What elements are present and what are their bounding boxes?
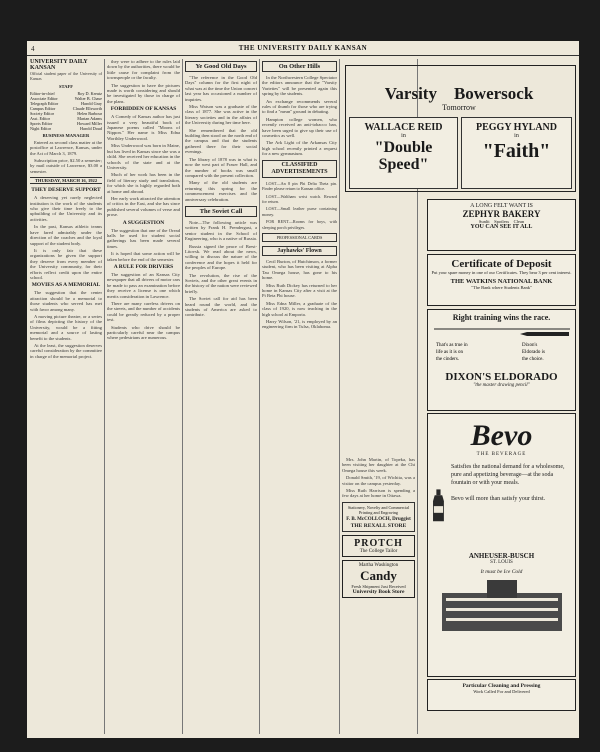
cleaning-title: Particular Cleaning and Pressing bbox=[462, 683, 541, 689]
classified-box bbox=[262, 160, 337, 178]
bevo-sub: THE BEVERAGE bbox=[476, 452, 527, 457]
cleaning-ad: Particular Cleaning and Pressing Work Called For and Delivered bbox=[427, 679, 576, 711]
rexall-store: THE REXALL STORE bbox=[350, 522, 407, 529]
certificate-title: Certificate of Deposit bbox=[451, 258, 552, 270]
staff-role: Telegraph Editor bbox=[30, 100, 59, 106]
staff-role: Associate Editor bbox=[30, 95, 58, 101]
article-heading: Jayhawks' Flown bbox=[262, 246, 337, 256]
factory-illustration bbox=[432, 578, 572, 633]
bevo-bottle-icon bbox=[428, 463, 451, 548]
staff-person: Marian Adams bbox=[77, 115, 102, 121]
column-4: On Other Hills In the Northwestern College Spectator the editors announce that the "Varsity Varieties" will be presented again this spring by the students. An exchange recommends several rules of thumb for those who are trying to find a "mean" ground in debating. Hampton college women, who recently received an anti-tobacco ban, have been urged to give up their use of cosmetics as well. The Ark Light of the Arkansas City high school recently printed a request for a new gymnasium. CLASSIFIED ADVERTISEMENTS LOST—An 8 pin Phi Delta Theta pin. Finder please return to Kansan office. LOST—Waltham wrist watch. Reward for return. LOST—Small leather purse containing money. FOR RENT—Rooms for boys, with sleeping porch privileges. PROFESSIONAL CARDS Jayhawks' Flown Cecil Burton, of Hutchinson, a former student, who has been visiting at Alpha Tau Omega house, has gone to his home. Miss Ruth Dickey has returned to her home in Kansas City after a visit at the Pi Beta Phi house. Miss Edna Miller, a graduate of the class of 1920, is now teaching in the high school at Emporia. Harry Wilson, '21, is employed by an engineering firm in Tulsa, Oklahoma. bbox=[262, 63, 337, 330]
article-heading: A SUGGESTION bbox=[122, 219, 165, 226]
staff-role: Asst. Editor bbox=[30, 115, 51, 121]
peggy-hyland-ad: PEGGY HYLAND in "Faith" bbox=[461, 117, 572, 189]
staff-role: Sports Editor bbox=[30, 120, 53, 126]
svg-text:Dixon's: Dixon's bbox=[521, 343, 537, 348]
anheuser-busch: ANHEUSER-BUSCH bbox=[468, 552, 535, 560]
candy-ad: Martha Washington Candy Fresh Shipment Just Received University Book Store bbox=[342, 560, 415, 598]
pencil-race-illustration bbox=[432, 324, 572, 369]
editorial-heading: MOVIES AS A MEMORIAL bbox=[31, 282, 101, 289]
wallace-reid-ad bbox=[349, 117, 458, 189]
wallace-film: "Double Speed" bbox=[374, 139, 433, 173]
eldorado-sub: "the master drawing pencil" bbox=[473, 383, 530, 388]
right-training: Right training wins the race. bbox=[452, 313, 551, 322]
masthead bbox=[27, 41, 579, 56]
staff-role: Campus Editor bbox=[30, 105, 56, 111]
protch-ad bbox=[342, 535, 415, 557]
bakery-ad: A LONG FELT WANT IS ZEPHYR BAKERY Sunlit Spotless Clean YOU CAN SEE IT ALL bbox=[427, 199, 576, 251]
editorial-heading: THEY DESERVE SUPPORT bbox=[31, 187, 101, 194]
newspaper-page bbox=[27, 41, 579, 738]
column-rule bbox=[339, 59, 340, 734]
staff-person: Howard Miller bbox=[76, 120, 102, 126]
candy-store: University Book Store bbox=[352, 588, 405, 595]
candy-brand: Martha Washington bbox=[358, 562, 399, 568]
newspaper-title: THE UNIVERSITY DAILY KANSAN bbox=[238, 44, 368, 52]
svg-text:Eldorado is: Eldorado is bbox=[521, 350, 545, 355]
eldorado-ad bbox=[427, 309, 576, 411]
svg-text:life as it is on: life as it is on bbox=[435, 350, 463, 355]
staff-row bbox=[30, 126, 102, 131]
protch-name: PROTCH bbox=[354, 537, 403, 549]
st-louis: ST. LOUIS bbox=[490, 560, 513, 565]
peggy-film: "Faith" bbox=[482, 140, 551, 162]
column-rule bbox=[104, 59, 105, 734]
svg-text:the cinders.: the cinders. bbox=[435, 357, 459, 362]
business-heading: BUSINESS MANAGER bbox=[42, 132, 90, 138]
bakery-line-3: YOU CAN SEE IT ALL bbox=[470, 224, 533, 230]
watkins-bank: THE WATKINS NATIONAL BANK bbox=[450, 278, 553, 285]
watkins-sub: "The Bank where Students Bank" bbox=[471, 285, 532, 290]
stationery-ad: Stationery, Novelty and Commercial Printing and Engraving F. B. McCOLLOCH, Druggist THE REXALL STORE bbox=[342, 502, 415, 532]
classified-heading: CLASSIFIED ADVERTISEMENTS bbox=[271, 161, 328, 175]
article-heading: FORBIDDEN OF KANSAS bbox=[110, 106, 177, 113]
date-line: THURSDAY, MARCH 16, 1922 bbox=[30, 177, 102, 184]
staff-role: Night Editor bbox=[30, 125, 52, 131]
candy-title: Candy bbox=[360, 567, 397, 583]
staff-person: Roy D. Kreutz bbox=[77, 90, 102, 96]
staff-person: Claude Ellsworth bbox=[72, 105, 102, 111]
column-3: Ye Good Old Days "The reference in the Good Old Days" column for the first night of what was at the time the Union concert last year has occasioned a number of inquiries. Miss Watson was a graduate of the class of 1877. She was active in the literary societies and in the affairs of the University during her time here. She remembered that the old building then stood on the north end of the campus and that the students gathered there for their social evenings. The library of 1878 was in what is now the west part of Fraser Hall, and the number of books was small compared with the present collection. Many of the old students are returning this spring for the commencement exercises and the anniversary celebration. The Soviet Call Note—The following article was written by Frank H. Prendergast, a senior student in the School of Engineering, who is a native of Russia. Russia signed the peace of Brest-Litovsk. We read about the news, willing to discuss the nature of the conference and the hopes it held for the peoples of Europe. The revolution, the rise of the Soviets, and the other great events in the history of the nation were reviewed briefly. The Soviet call for aid has been heard round the world, and the students of America are asked to contribute. bbox=[185, 63, 257, 318]
staff-list bbox=[30, 91, 102, 131]
paper-name: UNIVERSITY DAILY KANSAN bbox=[30, 59, 88, 71]
certificate-ad: Certificate of Deposit Put your spare money in one of our Certificates. They bear 3 per cent interest. THE WATKINS NATIONAL BANK "The Bank where Students Bank" bbox=[427, 254, 576, 306]
column-1: UNIVERSITY DAILY KANSAN Official student paper of the University of Kansas STAFF Editor-in-chief Roy D. Kreutz Associate Editor Walter B. Chase Telegraph Editor Harold Gray Campus Editor Claude Ellsworth Society Editor Helen Barbour Asst. Editor Marian Adams Sports Editor Howard Miller Night Editor Harold Doud BUSINESS MANAGER Entered as second class matter at the postoffice at Lawrence, Kansas, under the Act of March 3, 1879. Subscription price, $2.50 a semester; by mail outside of Lawrence, $3.00 a semester. THURSDAY, MARCH 16, 1922 THEY DESERVE SUPPORT A deserving yet rarely neglected institution is the work of the students who give their time freely to the upbuilding of the University and its activities. In the past, Kansas athletic teams have fared admirably under the direction of the coaches and the loyal support of the student body. It is only fair that these organizations be given the support they deserve from every member of the University community, for their efforts reflect credit upon the entire school. MOVIES AS A MEMORIAL The suggestion that the center attraction should be a memorial to those students who served has met with favor among many. A moving picture theatre, or a series of films depicting the history of the University, would be a fitting memorial and a source of lasting benefit to the students. At the least, the suggestion deserves careful consideration by the committee in charge of the memorial project. bbox=[30, 59, 102, 359]
column-5: Mrs. John Martin, of Topeka, has been visiting her daughter at the Chi Omega house this week. Donald Smith, '19, of Wichita, was a visitor on the campus yesterday. Miss Ruth Harrison is spending a few days at her home in Ottawa. Stationery, Novelty and Commercial Printing and Engraving F. B. McCOLLOCH, Druggist THE REXALL STORE PROTCH The College Tailor Martha Washington Candy Fresh Shipment Just Received University Book Store bbox=[342, 59, 415, 734]
theatre-tomorrow: Tomorrow bbox=[442, 103, 476, 112]
protch-sub: The College Tailor bbox=[359, 548, 398, 554]
column-rule bbox=[182, 59, 183, 734]
column-rule bbox=[259, 59, 260, 734]
svg-text:That's as true in: That's as true in bbox=[435, 343, 468, 348]
column-2: they were to adhere to the rules laid down by the authorities, there would be little cause for complaint from the townspeople or the faculty. The suggestion to have the pictures made is worth considering and should be investigated by those in charge of the plans. FORBIDDEN OF KANSAS A Comedy of Kansas author has just issued a very beautiful book of Japanese poems called "Moons of Nippon." Her name is Miss Edna Worthley Underwood. Miss Underwood was born in Maine, but has lived in Kansas since she was a child. She received her education in the schools of the state and at the University. Much of her work has been in the field of literary study and translation, for which she is highly regarded both at home and abroad. Her early work attracted the attention of critics in the East, and she has since published several volumes of verse and prose. A SUGGESTION The suggestion that one of the Oread halls be used for student social gatherings has been made several times. It is hoped that some action will be taken before the end of the semester. A RULE FOR DRIVERS The suggestion of an Kansas City newspaper that all drivers of motor cars be made to pass an examination before they receive a license is one which merits consideration in Lawrence. There are many careless drivers on the streets, and the number of accidents could be greatly reduced by a proper test. Students who drive should be particularly careful near the campus where pedestrians are numerous. bbox=[107, 59, 180, 341]
bevo-ad: Bevo THE BEVERAGE Satisfies the national demand for a wholesome, pure and appetizing beverage—at the soda fountain or with your meals. Bevo will more than satisfy your thirst. ANHEUSER-BUSCH ST. LOUIS It must be Ice Cold bbox=[427, 413, 576, 677]
staff-role: Society Editor bbox=[30, 110, 55, 116]
article-heading: The Soviet Call bbox=[185, 206, 257, 217]
wallace-name: WALLACE REID bbox=[364, 122, 443, 133]
staff-heading: STAFF bbox=[59, 83, 73, 89]
bakery-name: ZEPHYR BAKERY bbox=[462, 209, 541, 219]
svg-text:the choice.: the choice. bbox=[521, 357, 544, 362]
page-number: 4 bbox=[31, 45, 35, 53]
eldorado-name: DIXON'S ELDORADO bbox=[445, 371, 558, 383]
staff-role: Editor-in-chief bbox=[30, 90, 55, 96]
article-heading: Ye Good Old Days bbox=[185, 61, 257, 72]
professional-cards: PROFESSIONAL CARDS bbox=[262, 233, 337, 242]
bevo-logo: Bevo bbox=[470, 419, 533, 452]
wallace-in: in bbox=[401, 133, 406, 139]
article-heading: On Other Hills bbox=[262, 61, 337, 72]
bakery-line-1: A LONG FELT WANT IS bbox=[470, 203, 533, 209]
peggy-name: PEGGY HYLAND bbox=[475, 122, 558, 133]
staff-person: Harold Gray bbox=[80, 100, 102, 106]
article-heading: A RULE FOR DRIVERS bbox=[113, 264, 174, 270]
paper-subtitle: Official student paper of the University of Kansas bbox=[30, 71, 102, 82]
staff-person: Helen Barbour bbox=[77, 110, 102, 116]
staff-person: Harold Doud bbox=[80, 125, 102, 131]
theatre-names: Varsity Bowersock bbox=[384, 85, 534, 103]
staff-person: Walter B. Chase bbox=[74, 95, 102, 101]
